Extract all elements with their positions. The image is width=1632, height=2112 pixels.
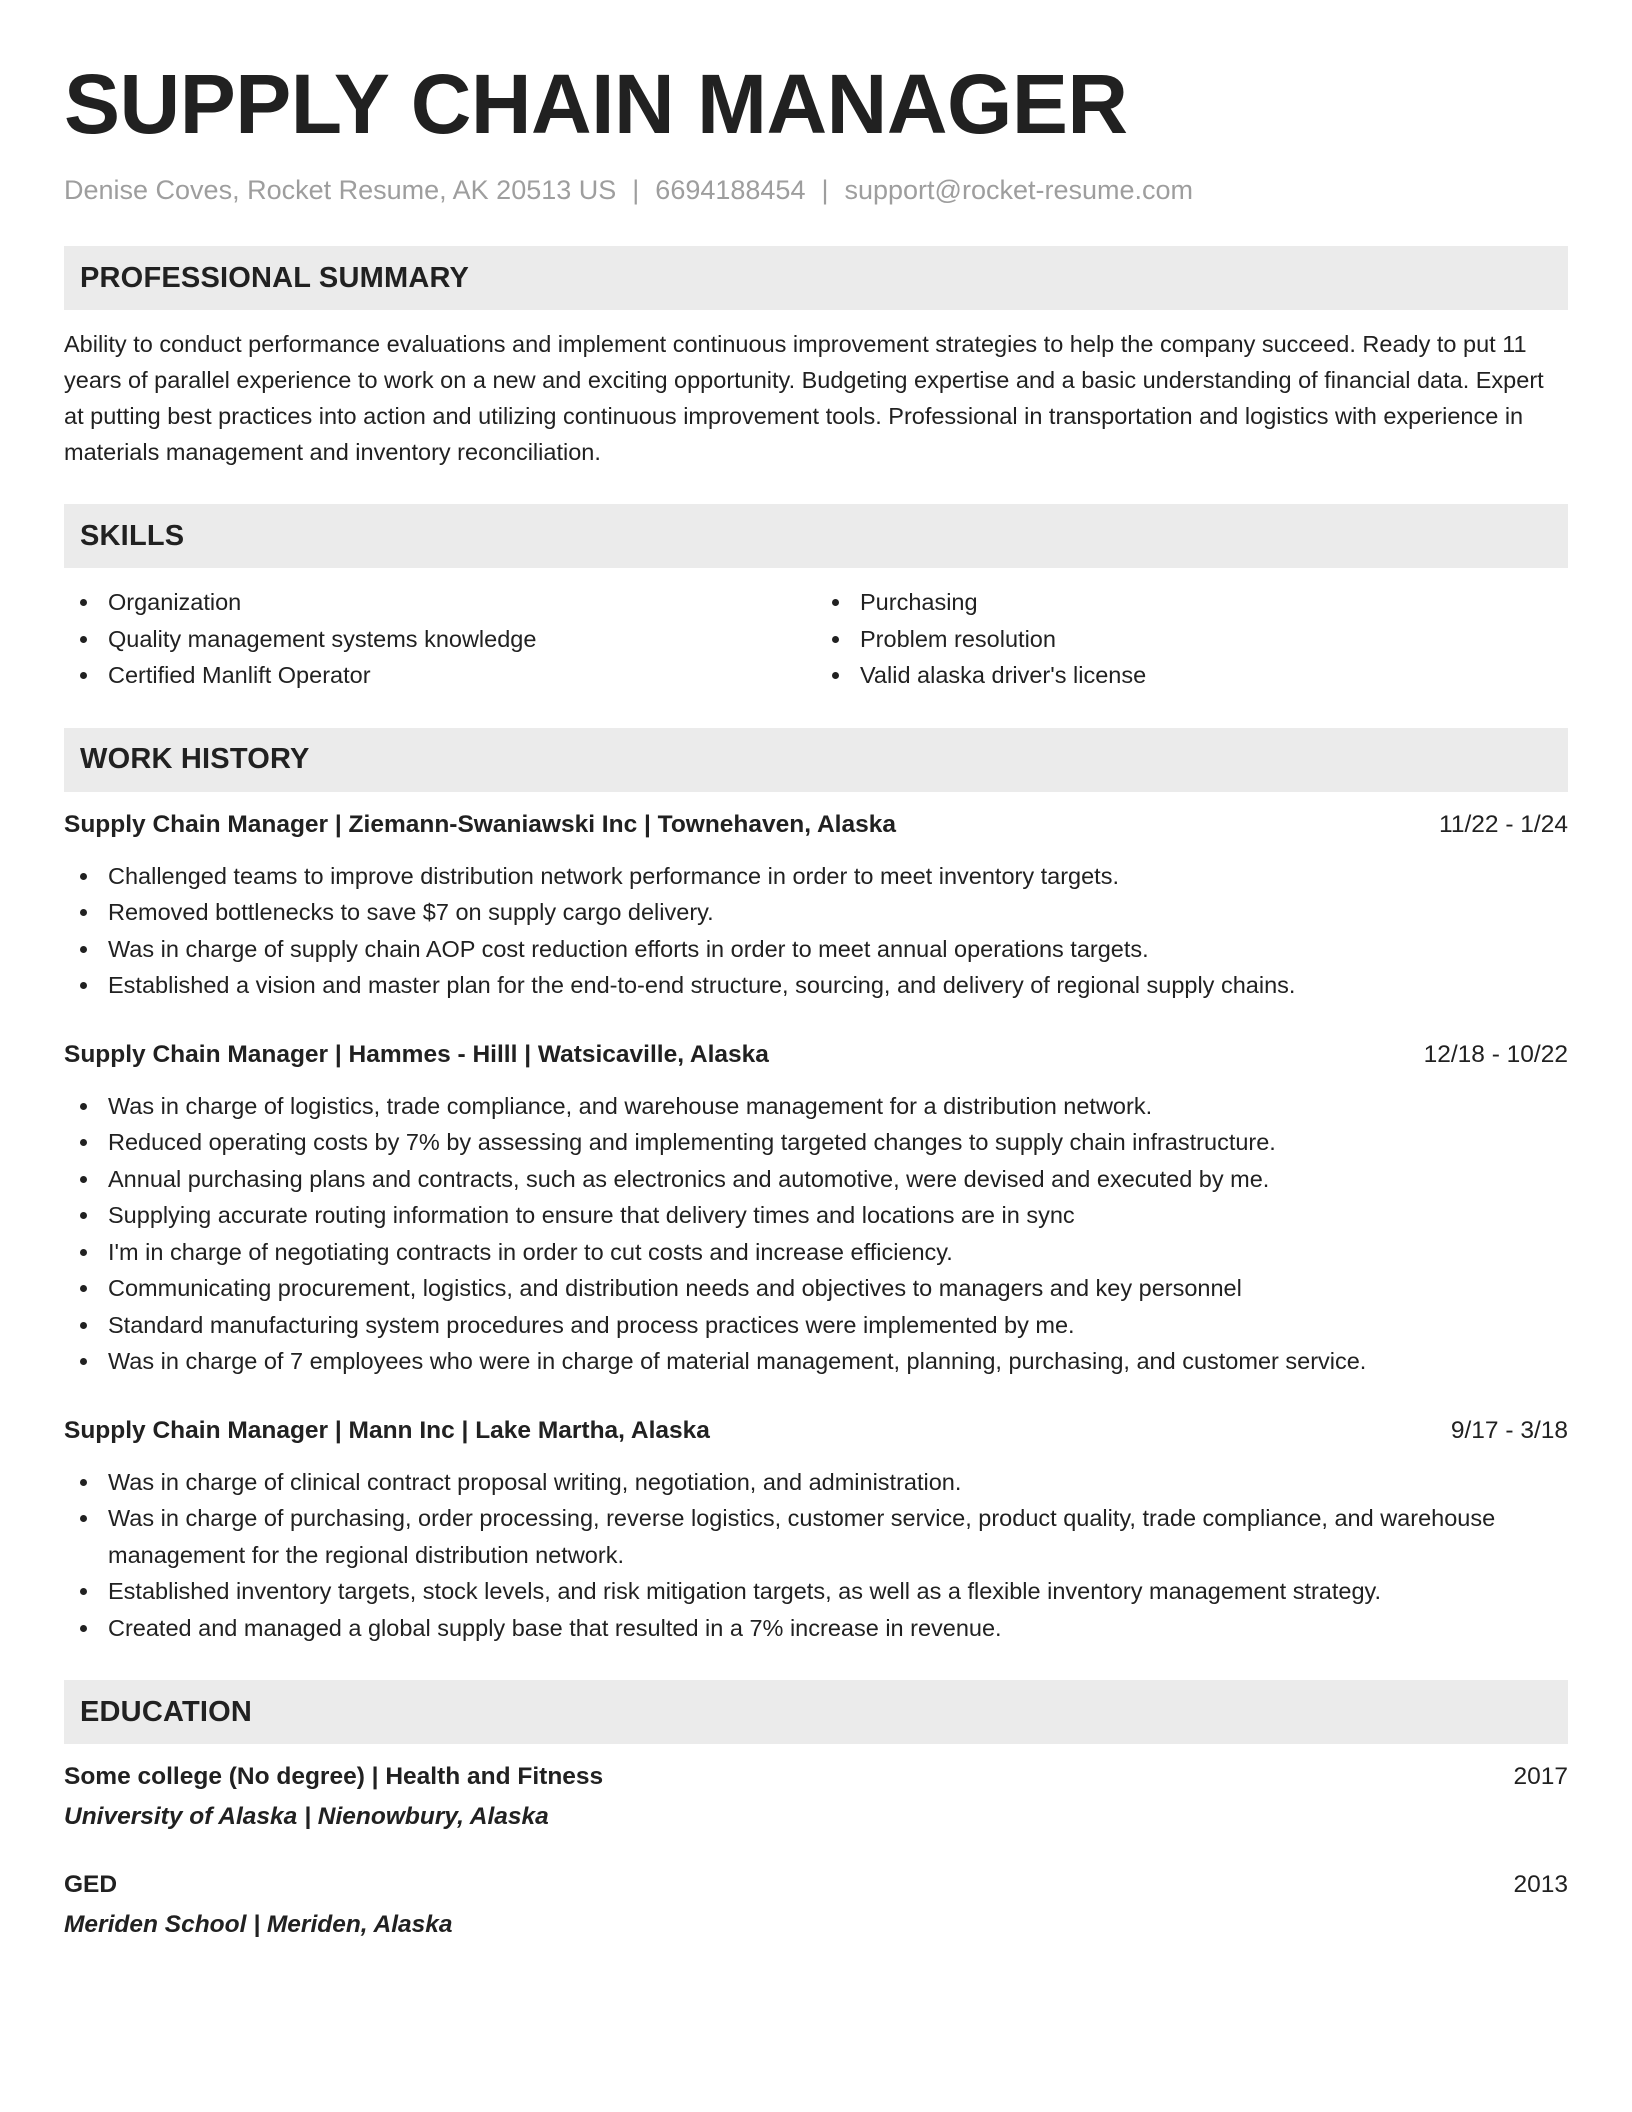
page-title: SUPPLY CHAIN MANAGER: [64, 57, 1128, 151]
job-header: [64, 1414, 1568, 1448]
skills-column-right: [816, 584, 1568, 694]
summary-text: Ability to conduct performance evaluations and implement continuous improvement strategies to help the company succeed. Ready to put 11 years of parallel experience to work on a new and exciting opportunity. Budgeting expertise and a basic understanding of financial data. Expert at putting best practices into action and utilizing continuous improvement tools. Professional in transportation and logistics with experience in materials management and inventory reconciliation.: [64, 331, 1544, 465]
job-title: Supply Chain Manager | Hammes - Hilll | Watsicaville, Alaska: [64, 1040, 769, 1068]
list-item: Annual purchasing plans and contracts, such as electronics and automotive, were devised and executed by me.: [64, 1161, 1568, 1198]
contact-separator: |: [632, 175, 640, 205]
section-heading-skills: SKILLS: [64, 504, 1568, 568]
section-heading-work-history: WORK HISTORY: [64, 728, 1568, 792]
skill-item: Valid alaska driver's license: [816, 657, 1568, 694]
job-title: Supply Chain Manager | Ziemann-Swaniawski Inc | Townehaven, Alaska: [64, 810, 896, 838]
contact-address: Denise Coves, Rocket Resume, AK 20513 US: [64, 175, 617, 205]
list-item: Supplying accurate routing information to ensure that delivery times and locations are in sync: [64, 1197, 1568, 1234]
skills-list: [64, 584, 1568, 694]
list-item: Was in charge of 7 employees who were in charge of material management, planning, purchasing, and customer service.: [64, 1343, 1568, 1380]
list-item: Was in charge of supply chain AOP cost reduction efforts in order to meet annual operations targets.: [64, 931, 1568, 968]
list-item: Established a vision and master plan for the end-to-end structure, sourcing, and delivery of regional supply chains.: [64, 967, 1568, 1004]
list-item: Was in charge of purchasing, order processing, reverse logistics, customer service, product quality, trade compliance, and warehouse management for the regional distribution network.: [64, 1500, 1568, 1573]
contact-line: [64, 172, 1568, 208]
job-dates: 9/17 - 3/18: [1450, 1416, 1568, 1444]
list-item: Removed bottlenecks to save $7 on supply cargo delivery.: [64, 894, 1568, 931]
job-entry: [64, 1038, 1568, 1380]
contact-separator: |: [821, 175, 829, 205]
education-entry: [64, 1868, 1568, 1942]
job-title: Supply Chain Manager | Mann Inc | Lake Martha, Alaska: [64, 1416, 710, 1444]
list-item: Established inventory targets, stock levels, and risk mitigation targets, as well as a flexible inventory management strategy.: [64, 1573, 1568, 1610]
education-degree: GED: [64, 1871, 118, 1898]
skill-item: Purchasing: [816, 584, 1568, 621]
skill-item: Organization: [64, 584, 816, 621]
job-dates: 12/18 - 10/22: [1423, 1040, 1568, 1068]
list-item: I'm in charge of negotiating contracts in order to cut costs and increase efficiency.: [64, 1234, 1568, 1271]
list-item: Was in charge of logistics, trade compliance, and warehouse management for a distribution network.: [64, 1088, 1568, 1125]
skill-item: Quality management systems knowledge: [64, 621, 816, 658]
education-year: 2017: [1513, 1763, 1568, 1790]
contact-phone: 6694188454: [655, 175, 806, 205]
job-dates: 11/22 - 1/24: [1439, 810, 1568, 838]
list-item: Communicating procurement, logistics, and distribution needs and objectives to managers and key personnel: [64, 1270, 1568, 1307]
skills-column-left: [64, 584, 816, 694]
education-degree: Some college (No degree) | Health and Fitness: [64, 1763, 604, 1790]
skill-item: Certified Manlift Operator: [64, 657, 816, 694]
education-header: [64, 1868, 1568, 1902]
section-heading-summary: PROFESSIONAL SUMMARY: [64, 246, 1568, 310]
list-item: Was in charge of clinical contract proposal writing, negotiation, and administration.: [64, 1464, 1568, 1501]
job-header: [64, 1038, 1568, 1072]
job-bullets: [64, 1464, 1568, 1647]
job-header: [64, 808, 1568, 842]
education-school: University of Alaska | Nienowbury, Alaska: [64, 1803, 549, 1830]
list-item: Reduced operating costs by 7% by assessing and implementing targeted changes to supply chain infrastructure.: [64, 1124, 1568, 1161]
list-item: Challenged teams to improve distribution network performance in order to meet inventory targets.: [64, 858, 1568, 895]
skill-item: Problem resolution: [816, 621, 1568, 658]
education-header: [64, 1760, 1568, 1794]
job-bullets: [64, 858, 1568, 1004]
job-entry: [64, 1414, 1568, 1647]
list-item: Standard manufacturing system procedures and process practices were implemented by me.: [64, 1307, 1568, 1344]
section-heading-education: EDUCATION: [64, 1680, 1568, 1744]
education-school: Meriden School | Meriden, Alaska: [64, 1911, 453, 1938]
list-item: Created and managed a global supply base that resulted in a 7% increase in revenue.: [64, 1610, 1568, 1647]
job-entry: [64, 808, 1568, 1004]
job-bullets: [64, 1088, 1568, 1380]
contact-email: support@rocket-resume.com: [844, 175, 1194, 205]
education-entry: [64, 1760, 1568, 1834]
education-year: 2013: [1513, 1871, 1568, 1898]
